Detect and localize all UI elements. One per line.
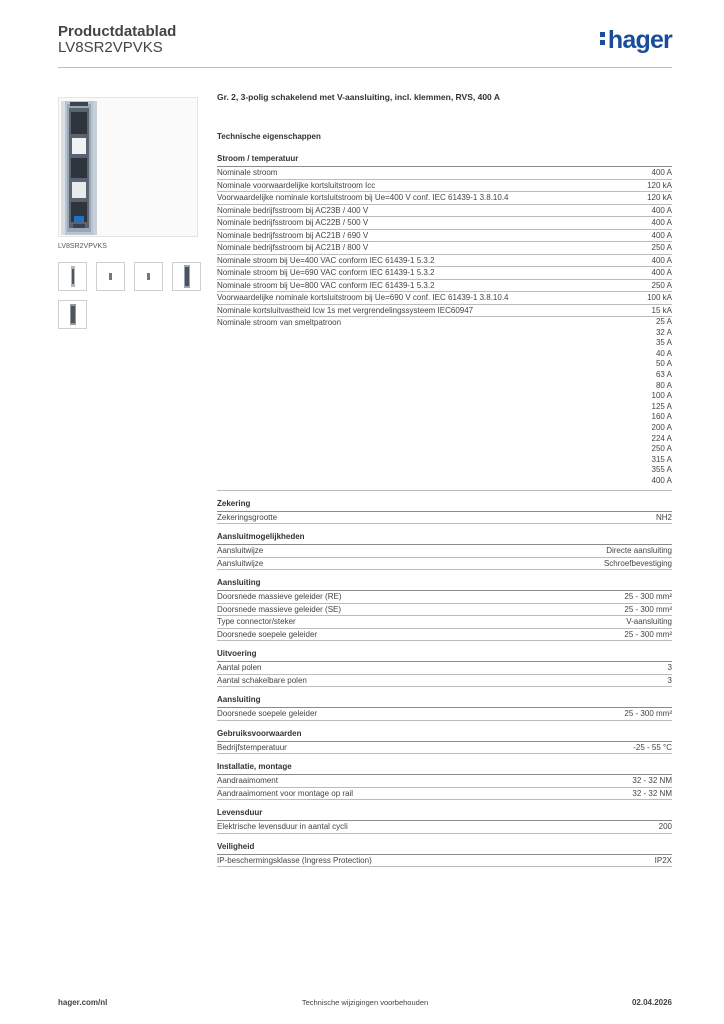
section-title: Levensduur <box>217 808 672 821</box>
spec-label: Elektrische levensduur in aantal cycli <box>217 822 348 831</box>
spec-label: Zekeringsgrootte <box>217 512 278 522</box>
spec-row <box>217 217 672 230</box>
spec-label: Bedrijfstemperatuur <box>217 742 287 752</box>
thumbnail-4[interactable] <box>172 262 201 291</box>
spec-value-item: 200 A <box>651 422 672 432</box>
spec-value: 25 - 300 mm² <box>624 629 672 639</box>
section-title: Uitvoering <box>217 649 672 662</box>
spec-section <box>217 499 672 525</box>
spec-value: 400 A <box>651 168 672 177</box>
spec-row <box>217 616 672 629</box>
spec-section <box>217 695 672 721</box>
spec-label: Aantal polen <box>217 663 262 672</box>
spec-value-item: 160 A <box>651 412 672 422</box>
spec-value: -25 - 55 °C <box>633 742 672 752</box>
spec-row <box>217 305 672 318</box>
spec-row <box>217 167 672 180</box>
spec-row <box>217 675 672 688</box>
spec-value: 400 A <box>651 230 672 240</box>
spec-value: V-aansluiting <box>626 617 672 626</box>
spec-value: 250 A <box>651 280 672 290</box>
spec-value-item: 63 A <box>655 369 672 379</box>
thumbnail-1-picture <box>59 263 86 290</box>
spec-value: 250 A <box>651 243 672 252</box>
thumbnail-2-picture <box>97 263 124 290</box>
spec-value-item: 32 A <box>655 327 672 337</box>
spec-label: Aandraaimoment voor montage op rail <box>217 788 354 798</box>
spec-label: Voorwaardelijke nominale kortsluitstroom bij Ue=690 V conf. IEC 61439-1 3.8.10.4 <box>217 293 509 302</box>
spec-label: Nominale stroom van smeltpatroon <box>217 318 342 327</box>
spec-label: Aansluitwijze <box>217 546 264 555</box>
spec-label: Nominale bedrijfsstroom bij AC22B / 500 V <box>217 218 369 227</box>
spec-label: Nominale stroom bij Ue=800 VAC conform IEC 61439-1 5.3.2 <box>217 280 435 290</box>
spec-value-item: 50 A <box>655 359 672 369</box>
spec-section <box>217 154 672 491</box>
spec-value: 25 - 300 mm² <box>624 592 672 601</box>
spec-value-item: 25 A <box>655 317 672 326</box>
spec-value-item: 355 A <box>651 465 672 475</box>
spec-row <box>217 591 672 604</box>
spec-value-item: 224 A <box>651 433 672 443</box>
spec-label: Doorsnede soepele geleider <box>217 709 318 718</box>
spec-value: 120 kA <box>647 180 672 190</box>
section-title: Gebruiksvoorwaarden <box>217 729 672 742</box>
spec-value-item: 125 A <box>651 401 672 411</box>
spec-label: Nominale stroom <box>217 168 278 177</box>
spec-value-item: 315 A <box>651 454 672 464</box>
product-code: LV8SR2VPVKS <box>58 39 163 56</box>
spec-value: 15 kA <box>651 305 672 315</box>
spec-row <box>217 742 672 755</box>
spec-value: 400 A <box>651 218 672 227</box>
spec-value: 32 - 32 NM <box>632 788 672 798</box>
spec-row <box>217 558 672 571</box>
spec-label: Nominale bedrijfsstroom bij AC21B / 800 V <box>217 243 369 252</box>
thumbnail-4-picture <box>173 263 200 290</box>
spec-row <box>217 604 672 617</box>
spec-value: 400 A <box>651 255 672 265</box>
spec-label: Doorsnede soepele geleider <box>217 629 318 639</box>
spec-row <box>217 708 672 721</box>
spec-row <box>217 230 672 243</box>
spec-row <box>217 267 672 280</box>
spec-value: Directe aansluiting <box>606 546 672 555</box>
spec-section <box>217 762 672 800</box>
product-details <box>217 92 672 867</box>
spec-section <box>217 729 672 755</box>
spec-value-item: 100 A <box>651 391 672 401</box>
section-title: Aansluitmogelijkheden <box>217 532 672 545</box>
spec-value: 120 kA <box>647 193 672 202</box>
spec-value: Schroefbevestiging <box>603 558 672 568</box>
switch-disconnector-picture <box>59 98 199 238</box>
page-header <box>58 20 672 68</box>
section-title: Stroom / temperatuur <box>217 154 672 167</box>
spec-label: Type connector/steker <box>217 617 296 626</box>
spec-sections <box>217 154 672 867</box>
spec-label: Nominale voorwaardelijke kortsluitstroom Icc <box>217 180 376 190</box>
spec-value-item: 35 A <box>655 338 672 348</box>
spec-value: 25 - 300 mm² <box>624 604 672 614</box>
spec-label: IP-beschermingsklasse (Ingress Protection) <box>217 855 372 865</box>
footer-notice: Technische wijzigingen voorbehouden <box>301 998 429 1007</box>
spec-value <box>652 317 672 487</box>
footer-date: 02.04.2026 <box>631 998 672 1007</box>
product-description: Gr. 2, 3-polig schakelend met V-aansluiting, incl. klemmen, RVS, 400 A <box>217 92 500 102</box>
spec-row <box>217 662 672 675</box>
spec-value-item: 250 A <box>651 444 672 454</box>
spec-section <box>217 532 672 570</box>
spec-value: 400 A <box>651 205 672 215</box>
thumbnail-3[interactable] <box>134 262 163 291</box>
spec-row <box>217 255 672 268</box>
spec-value: IP2X <box>654 855 672 865</box>
spec-section <box>217 649 672 687</box>
spec-value: 3 <box>667 675 672 685</box>
spec-value: NH2 <box>655 512 672 522</box>
spec-label: Nominale bedrijfsstroom bij AC23B / 400 V <box>217 205 369 215</box>
spec-label: Aansluitwijze <box>217 558 264 568</box>
spec-label: Doorsnede massieve geleider (RE) <box>217 592 342 601</box>
logo-dots-icon <box>600 29 605 48</box>
spec-value-item: 40 A <box>655 348 672 358</box>
spec-label: Nominale stroom bij Ue=690 VAC conform IEC 61439-1 5.3.2 <box>217 268 435 277</box>
spec-label: Voorwaardelijke nominale kortsluitstroom bij Ue=400 V conf. IEC 61439-1 3.8.10.4 <box>217 193 509 202</box>
section-title: Aansluiting <box>217 695 672 708</box>
spec-row <box>217 629 672 642</box>
thumbnail-3-picture <box>135 263 162 290</box>
hager-logo <box>600 26 672 55</box>
spec-section <box>217 842 672 868</box>
spec-value: 32 - 32 NM <box>632 776 672 785</box>
spec-row <box>217 242 672 255</box>
spec-row <box>217 317 672 491</box>
spec-row <box>217 192 672 205</box>
spec-row <box>217 292 672 305</box>
spec-row <box>217 180 672 193</box>
image-caption: LV8SR2VPVKS <box>58 243 107 250</box>
spec-label: Nominale kortsluitvastheid Icw 1s met vergrendelingssysteem IEC60947 <box>217 305 474 315</box>
spec-row <box>217 512 672 525</box>
spec-label: Nominale bedrijfsstroom bij AC21B / 690 V <box>217 230 369 240</box>
section-title: Aansluiting <box>217 578 672 591</box>
spec-value: 100 kA <box>647 293 672 302</box>
spec-value-item: 80 A <box>655 380 672 390</box>
section-title: Installatie, montage <box>217 762 672 775</box>
spec-section <box>217 578 672 641</box>
technical-properties-title: Technische eigenschappen <box>217 132 321 141</box>
section-title: Zekering <box>217 499 672 512</box>
spec-row <box>217 821 672 834</box>
spec-value: 25 - 300 mm² <box>624 709 672 718</box>
spec-row <box>217 775 672 788</box>
spec-value: 3 <box>667 663 672 672</box>
spec-value-item: 400 A <box>651 475 672 485</box>
spec-value: 200 <box>658 822 672 831</box>
spec-row <box>217 855 672 868</box>
spec-label: Aandraaimoment <box>217 776 278 785</box>
spec-row <box>217 545 672 558</box>
thumbnail-5[interactable] <box>58 300 87 329</box>
thumbnail-5-picture <box>59 301 86 328</box>
thumbnail-2[interactable] <box>96 262 125 291</box>
spec-label: Aantal schakelbare polen <box>217 675 307 685</box>
footer-website-link[interactable]: hager.com/nl <box>58 998 108 1007</box>
spec-row <box>217 205 672 218</box>
spec-row <box>217 280 672 293</box>
thumbnail-1[interactable] <box>58 262 87 291</box>
doc-title: Productdatablad <box>58 23 177 40</box>
spec-row <box>217 788 672 801</box>
spec-section <box>217 808 672 834</box>
spec-label: Nominale stroom bij Ue=400 VAC conform IEC 61439-1 5.3.2 <box>217 255 435 265</box>
logo-text: hager <box>607 26 672 54</box>
spec-label: Doorsnede massieve geleider (SE) <box>217 604 342 614</box>
spec-value: 400 A <box>651 268 672 277</box>
product-image[interactable] <box>58 97 198 237</box>
section-title: Veiligheid <box>217 842 672 855</box>
